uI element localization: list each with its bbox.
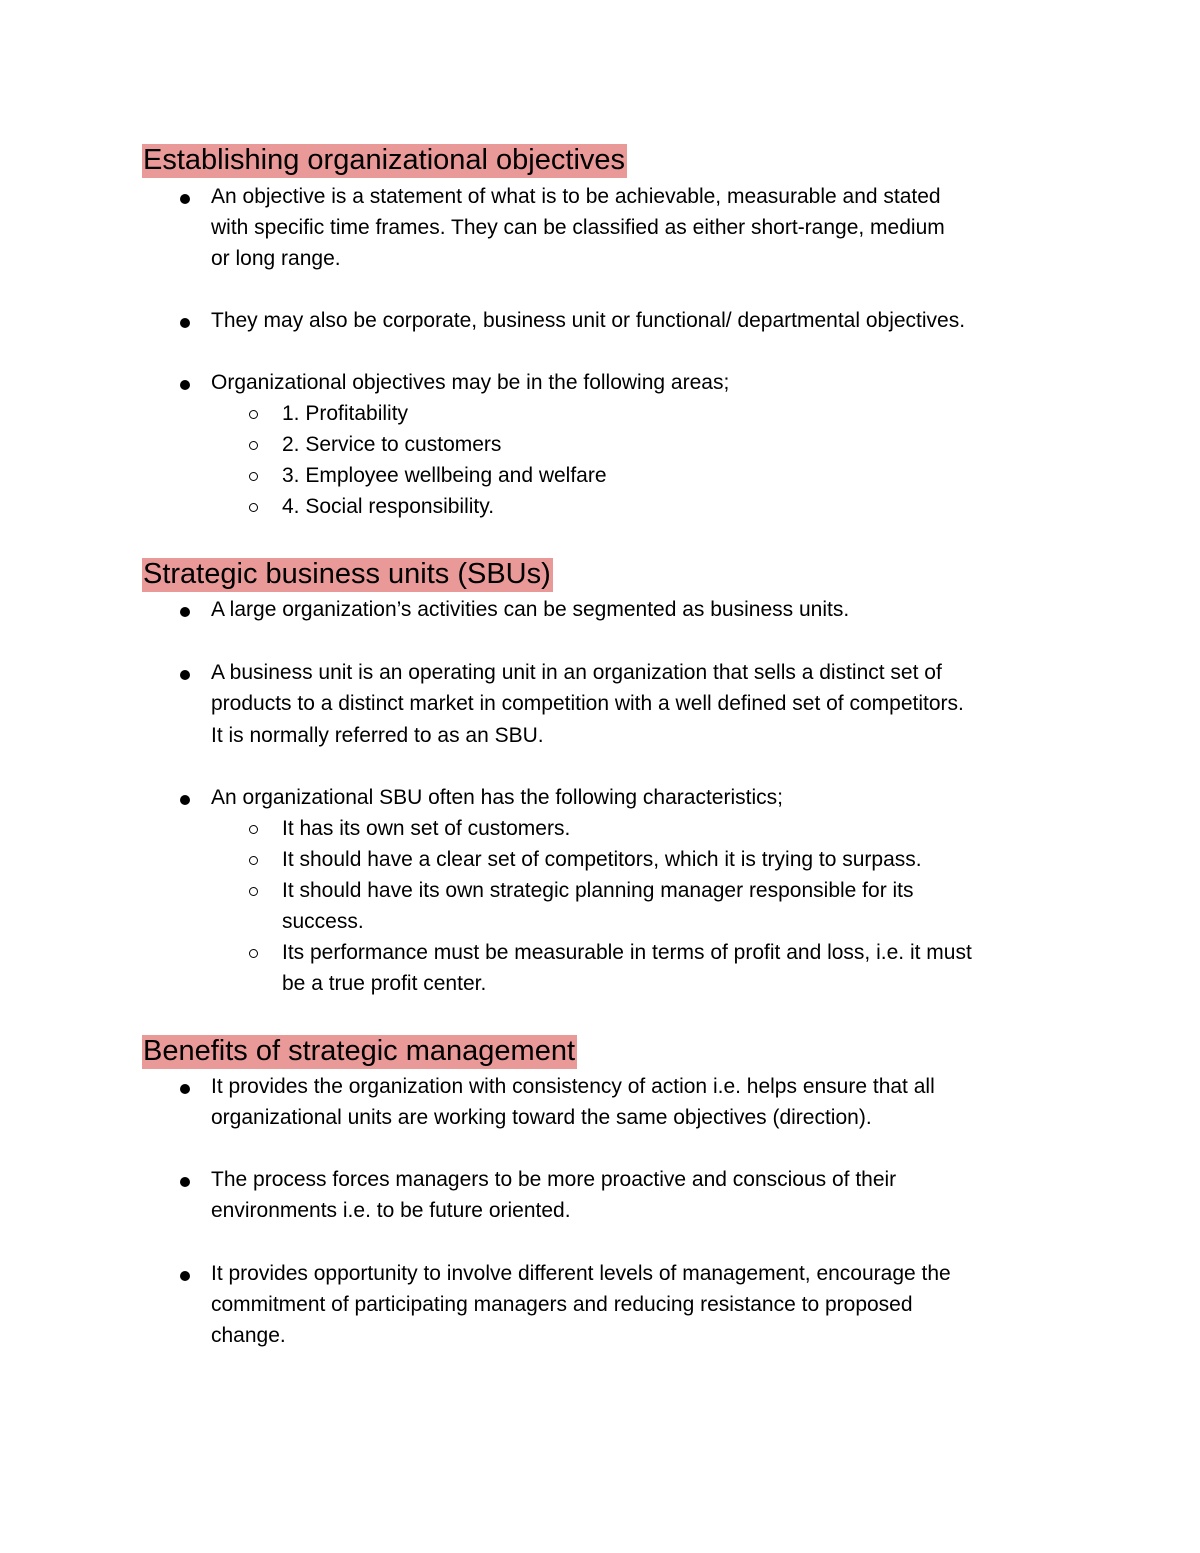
bullet-text: commitment of participating managers and reducing resistance to proposed [211, 1293, 913, 1316]
sub-bullet-circle [249, 825, 258, 834]
sub-bullet-text: Its performance must be measurable in terms of profit and loss, i.e. it must [282, 941, 972, 964]
sub-bullet-circle [249, 887, 258, 896]
bullet-text: change. [211, 1324, 286, 1347]
sub-bullet-text: 4. Social responsibility. [282, 495, 495, 518]
bullet-text: organizational units are working toward the same objectives (direction). [211, 1106, 872, 1129]
sub-bullet-text: It should have a clear set of competitors, which it is trying to surpass. [282, 848, 922, 871]
bullet-dot [180, 1177, 190, 1187]
section-heading-objectives: Establishing organizational objectives [143, 144, 626, 176]
sub-bullet-circle [249, 410, 258, 419]
bullet-text: They may also be corporate, business unit or functional/ departmental objectives. [211, 309, 966, 332]
sub-bullet-circle [249, 949, 258, 958]
bullet-text: or long range. [211, 247, 341, 270]
sub-bullet-text: 2. Service to customers [282, 433, 502, 456]
bullet-text: The process forces managers to be more proactive and conscious of their [211, 1168, 897, 1191]
sub-bullet-text: 3. Employee wellbeing and welfare [282, 464, 607, 487]
sub-bullet-circle [249, 503, 258, 512]
bullet-dot [180, 1084, 190, 1094]
sub-bullet-circle [249, 856, 258, 865]
bullet-text: products to a distinct market in competition with a well defined set of competitors. [211, 692, 964, 715]
sub-bullet-text: be a true profit center. [282, 972, 487, 995]
bullet-dot [180, 670, 190, 680]
bullet-dot [180, 795, 190, 805]
bullet-text: It provides the organization with consistency of action i.e. helps ensure that all [211, 1075, 935, 1098]
sub-bullet-circle [249, 441, 258, 450]
sub-bullet-text: 1. Profitability [282, 402, 409, 425]
bullet-dot [180, 380, 190, 390]
section-heading-sbus: Strategic business units (SBUs) [143, 558, 551, 590]
section-heading-benefits: Benefits of strategic management [143, 1035, 576, 1067]
bullet-text: environments i.e. to be future oriented. [211, 1199, 571, 1222]
bullet-dot [180, 318, 190, 328]
sub-bullet-text: It has its own set of customers. [282, 817, 571, 840]
bullet-text: An objective is a statement of what is to be achievable, measurable and stated [211, 185, 941, 208]
bullet-text: An organizational SBU often has the following characteristics; [211, 786, 783, 809]
sub-bullet-circle [249, 472, 258, 481]
bullet-text: with specific time frames. They can be classified as either short-range, medium [211, 216, 945, 239]
bullet-text: A business unit is an operating unit in an organization that sells a distinct set of [211, 661, 942, 684]
bullet-dot [180, 194, 190, 204]
sub-bullet-text: It should have its own strategic planning manager responsible for its [282, 879, 914, 902]
bullet-text: Organizational objectives may be in the following areas; [211, 371, 730, 394]
bullet-text: A large organization’s activities can be segmented as business units. [211, 598, 850, 621]
sub-bullet-text: success. [282, 910, 364, 933]
bullet-text: It is normally referred to as an SBU. [211, 724, 544, 747]
bullet-dot [180, 607, 190, 617]
bullet-text: It provides opportunity to involve different levels of management, encourage the [211, 1262, 951, 1285]
bullet-dot [180, 1271, 190, 1281]
